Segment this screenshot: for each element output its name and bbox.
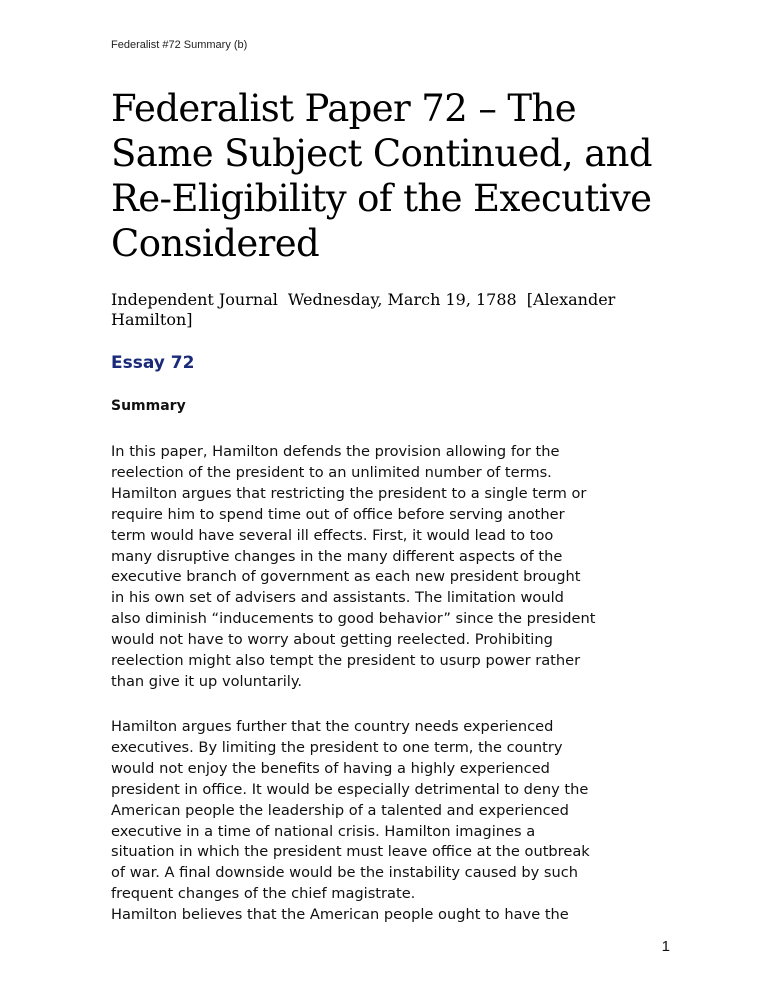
document-title: Federalist Paper 72 – The Same Subject Continued, and Re-Eligibility of the Executive Considered xyxy=(111,87,652,265)
page-number: 1 xyxy=(661,938,670,955)
byline-date: Wednesday, March 19, 1788 xyxy=(287,290,517,309)
summary-paragraph-1: In this paper, Hamilton defends the provision allowing for the reelection of the president to an unlimited number of terms. Hamilton argues that restricting the president to a single term or require him to spend time out of office before serving another term would have several ill effects. First, it would lead to too many disruptive changes in the many different aspects of the executive branch of government as each new president brought in his own set of advisers and assistants. The limitation would also diminish “inducements to good behavior” since the president would not have to worry about getting reelected. Prohibiting reelection might also tempt the president to usurp power rather than give it up voluntarily. xyxy=(111,443,596,690)
byline-author: [Alexander Hamilton] xyxy=(111,290,616,329)
byline-publication: Independent Journal xyxy=(111,290,278,309)
summary-heading: Summary xyxy=(111,398,186,414)
byline xyxy=(111,290,671,330)
summary-paragraph-2: Hamilton argues further that the country needs experienced executives. By limiting the president to one term, the country would not enjoy the benefits of having a highly experienced president in office. It would be especially detrimental to deny the American people the leadership of a talented and experienced executive in a time of national crisis. Hamilton imagines a situation in which the president must leave office at the outbreak of war. A final downside would be the instability caused by such frequent changes of the chief magistrate. Hamilton believes that the American people ought to have the xyxy=(111,718,590,924)
running-header: Federalist #72 Summary (b) xyxy=(111,39,248,51)
essay-heading: Essay 72 xyxy=(111,353,195,373)
